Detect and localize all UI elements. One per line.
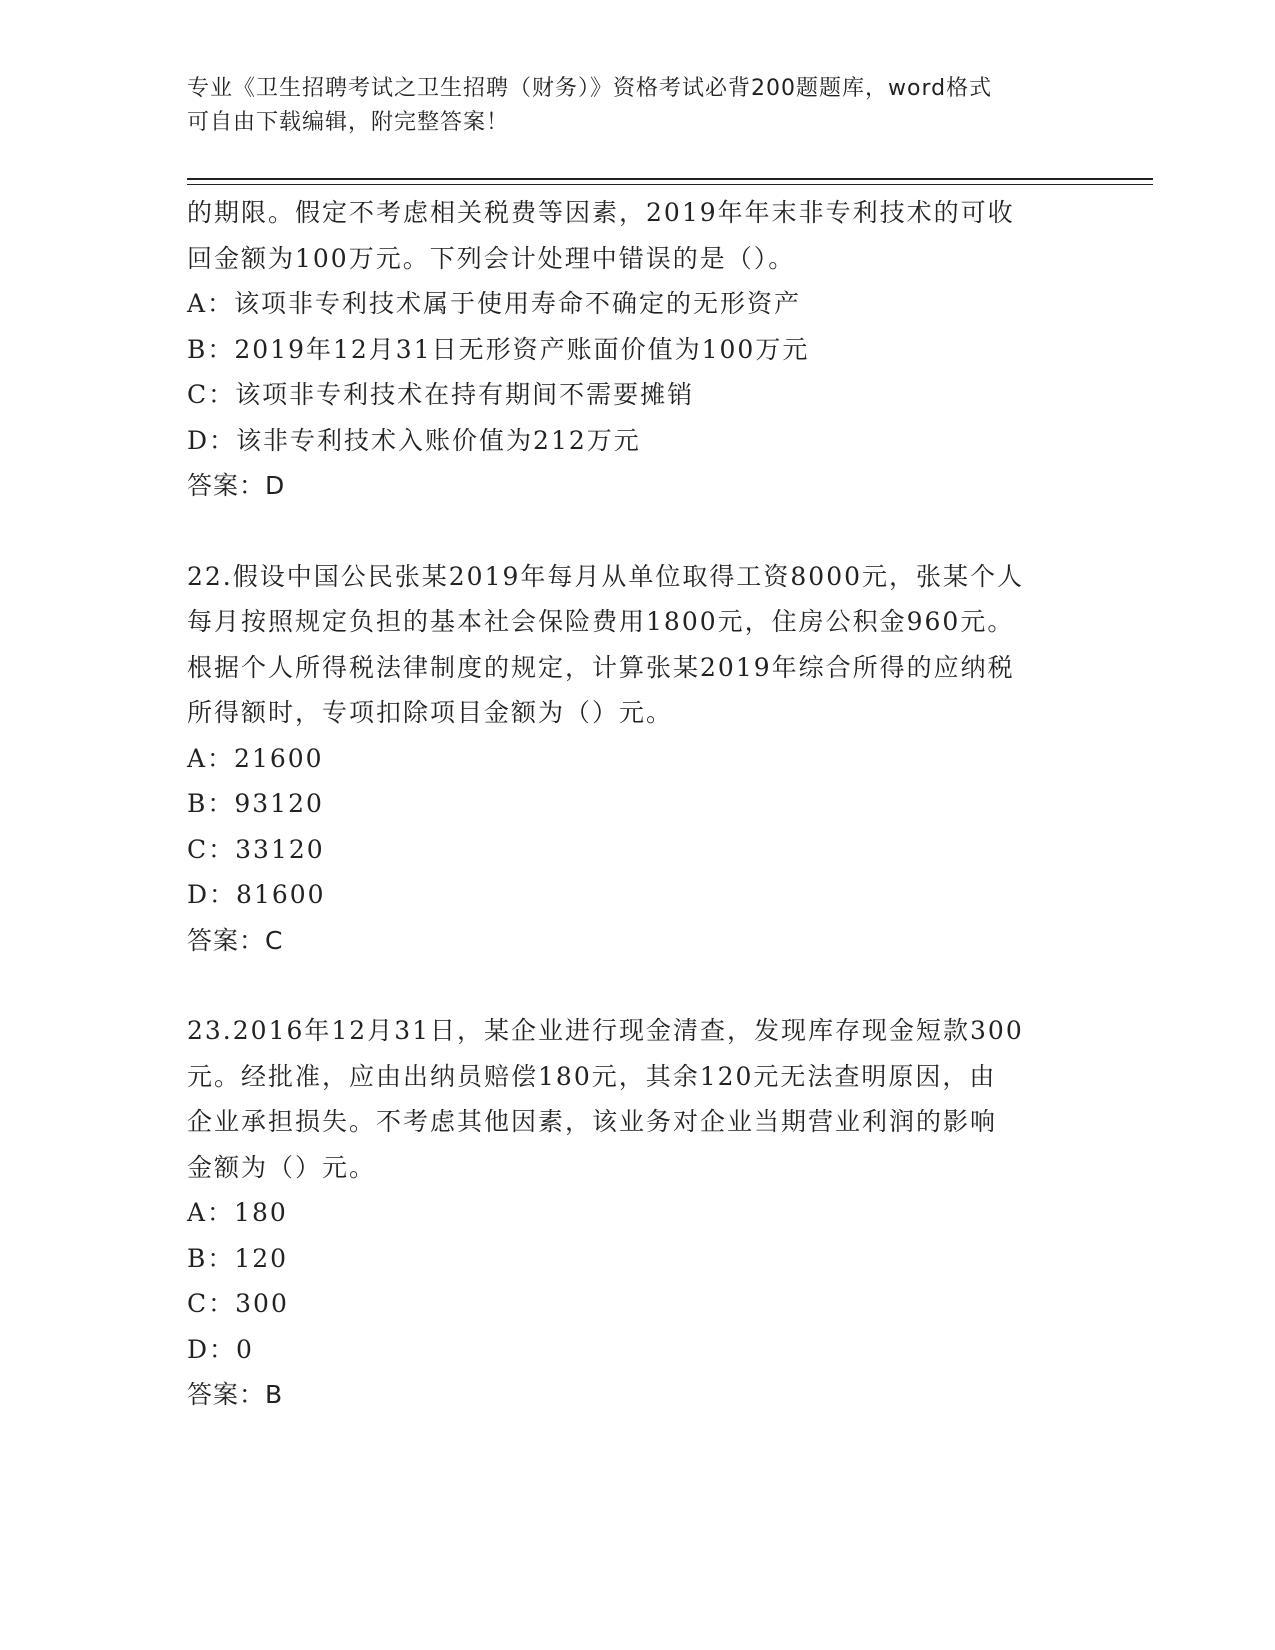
question-23 (187, 1008, 1087, 1418)
option-d: D：该非专利技术入账价值为212万元 (187, 425, 641, 455)
question-text-line: 的期限。假定不考虑相关税费等因素，2019年年末非专利技术的可收 (187, 198, 1015, 227)
question-text-line: 所得额时，专项扣除项目金额为（）元。 (187, 698, 674, 727)
header-title-line-2: 可自由下载编辑，附完整答案！ (187, 110, 510, 135)
option-b: B：120 (187, 1243, 289, 1273)
question-text-line: 企业承担损失。不考虑其他因素，该业务对企业当期营业利润的影响 (187, 1107, 998, 1136)
question-text-line: 23.2016年12月31日，某企业进行现金清查，发现库存现金短款300 (187, 1016, 1024, 1045)
answer-text: 答案：D (187, 471, 286, 500)
question-text-line: 22.假设中国公民张某2019年每月从单位取得工资8000元，张某个人 (187, 561, 1025, 591)
option-c: C：300 (187, 1289, 289, 1318)
option-b: B：2019年12月31日无形资产账面价值为100万元 (187, 334, 810, 364)
question-gap (187, 963, 1087, 1008)
answer-text: 答案：C (187, 925, 284, 955)
question-text-line: 根据个人所得税法律制度的规定，计算张某2019年综合所得的应纳税 (187, 652, 1015, 682)
option-c: C：该项非专利技术在持有期间不需要摊销 (187, 380, 695, 409)
option-c: C：33120 (187, 834, 325, 864)
option-a: A：21600 (187, 743, 324, 773)
option-a: A：180 (187, 1198, 288, 1227)
header-title-line-1: 专业《卫生招聘考试之卫生招聘（财务）》资格考试必背200题题库，word格式 (187, 76, 993, 101)
option-d: D：81600 (187, 880, 326, 909)
option-a: A：该项非专利技术属于使用寿命不确定的无形资产 (187, 289, 802, 318)
question-text-line: 回金额为100万元。下列会计处理中错误的是（）。 (187, 243, 796, 273)
question-text-line: 元。经批准，应由出纳员赔偿180元，其余120元无法查明原因，由 (187, 1061, 997, 1091)
page-header (187, 72, 1067, 140)
option-b: B：93120 (187, 789, 324, 818)
option-d: D：0 (187, 1334, 254, 1364)
question-text-line: 金额为（）元。 (187, 1152, 377, 1182)
question-text-line: 每月按照规定负担的基本社会保险费用1800元，住房公积金960元。 (187, 607, 1015, 636)
header-divider (187, 178, 1153, 185)
question-gap (187, 509, 1087, 554)
answer-text: 答案：B (187, 1380, 284, 1409)
question-21-continued (187, 190, 1087, 509)
question-list (187, 190, 1087, 1418)
question-22 (187, 554, 1087, 964)
